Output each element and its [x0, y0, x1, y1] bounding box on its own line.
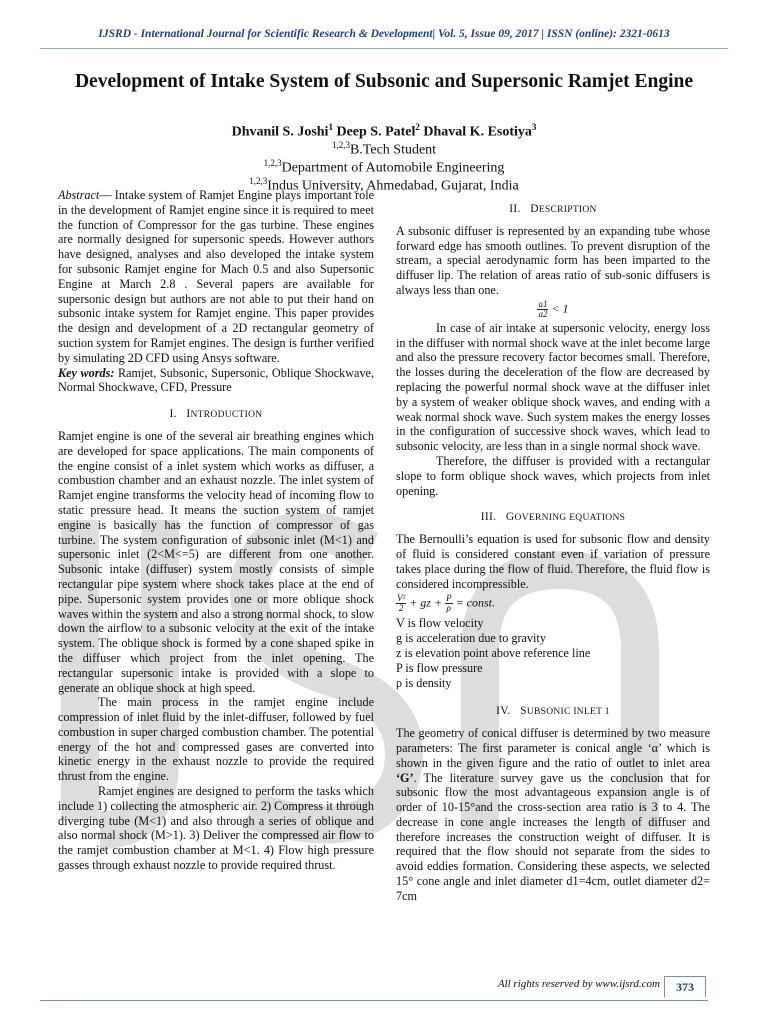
section-title-rest: ESCRIPTION [538, 205, 597, 215]
affiliation-text: Indus University, Ahmedabad, Gujarat, India [267, 178, 519, 194]
definition-line: P is flow pressure [396, 660, 483, 675]
definition-line: V is flow velocity [396, 616, 484, 631]
section-number: I. [169, 408, 177, 421]
section-heading-governing-equations [396, 510, 710, 526]
left-column [58, 188, 374, 873]
description-paragraph-1: A subsonic diffuser is represented by an expanding tube whose forward edge has smooth outlines. To prevent disruption of the stream, a special aerodynamic form has been imparted to the diffuser lip. The relation of areas ratio of sub-sonic diffusers is always less than one. [396, 223, 710, 297]
velocity-fraction [396, 594, 406, 613]
footer-divider [40, 1000, 708, 1001]
abstract-text: — Intake system of Ramjet Engine plays important role in the development of Ramjet engine since it is required to meet the function of Compressor for the gas turbine. These engines are normally designed for supersonic speeds. However authors have designed, analyses and also developed the intake system for subsonic Ramjet engine for Mach 0.5 and also Supersonic Engine at March 2.8 . Several papers are available for supersonic design but authors are not able to put their hand on subsonic intake system for Ramjet engine. This paper provides the design and development of a 2D rectangular geometry of suction system for Ramjet engines. The design is further verified by simulating 2D CFD using Ansys software. [58, 188, 374, 365]
intro-paragraph-3: Ramjet engines are designed to perform the tasks which include 1) collecting the atmospheric air. 2) Compress it through diverging tube (M<1) and also through a series of oblique and also normal shock (M>1). 3) Deliver the compressed air flow to the ramjet combustion chamber at M<1. 4) Flow high pressure gasses through exhaust nozzle to provide required thrust. [58, 784, 374, 873]
right-column [396, 188, 710, 904]
affiliation-text: B.Tech Student [349, 142, 437, 158]
affiliation-sup: 1,2,3 [249, 176, 268, 186]
description-paragraph-3: Therefore, the diffuser is provided with a rectangular slope to form oblique shock waves, which projects from inlet opening. [396, 453, 710, 498]
footer-rights-text: All rights reserved by [497, 978, 596, 990]
description-paragraph-2: In case of air intake at supersonic velocity, energy loss in the diffuser with normal shock wave at the inlet become large and also the pressure recovery factor becomes small. Therefore, the losses during the deceleration of the flow are decreased by replacing the powerful normal shock wave at the diffuser inlet by a system of weaker oblique shock waves, and ending with a weak normal shock wave. Such system makes the energy losses in the configuration of successive shock waves, which lead to subsonic velocity, are less than in a single normal shock wave. [396, 320, 710, 454]
intro-paragraph-1: Ramjet engine is one of the several air breathing engines which are developed for space applications. The main components of the engine consist of a inlet system which works as diffuser, a combustion chamber and an exhaust nozzle. The inlet system of Ramjet engine transforms the velocity head of incoming flow to static pressure head. It means the suction system of ramjet engine is basically has the function of compressor of gas turbine. The system configuration of subsonic inlet (M<1) and supersonic inlet (2<M<=5) are different from one another. Subsonic intake (diffuser) system mostly consists of simple rectangular pipe system where shock takes place at the end of pipe. Supersonic system provides one or more oblique shock waves within the system and also a strong normal shock, to slow down the airflow to a subsonic velocity at the exit of the intake system. The oblique shock is formed by a cone shaped spike in the diffuser which project from the inlet opening. The rectangular supersonic intake is provided with a slope to generate an oblique shock at high speed. [58, 428, 374, 695]
bernoulli-equation [396, 594, 710, 613]
abstract-paragraph [58, 188, 374, 366]
paper-title: Development of Intake System of Subsonic and Supersonic Ramjet Engine [74, 71, 694, 92]
equation-middle: + gz + [406, 595, 446, 610]
fraction-denominator: 2 [398, 603, 404, 614]
equation-rhs: = const. [452, 595, 496, 610]
author-sup: 3 [531, 122, 537, 132]
affiliation-sup: 1,2,3 [331, 140, 350, 150]
subsonic-text-a: The geometry of conical diffuser is determined by two measure parameters: The first parameter is conical angle ‘α’ which is shown in the given figure and the ratio of outlet to inlet area [396, 726, 710, 770]
fraction-numerator: a1 [538, 298, 548, 309]
fraction-numerator: V² [397, 593, 406, 604]
definition-line: ρ is density [396, 675, 452, 690]
equation-rhs: < 1 [551, 301, 569, 316]
definition-line: z is elevation point above reference line [396, 645, 591, 660]
section-heading-description [396, 202, 710, 218]
pressure-fraction [445, 594, 453, 613]
area-ratio-equation [396, 300, 710, 319]
keywords-text: Ramjet, Subsonic, Supersonic, Oblique Shockwave, Normal Shockwave, CFD, Pressure [58, 365, 375, 395]
author-sup: 2 [415, 122, 420, 132]
footer-url-link[interactable]: www.ijsrd.com [595, 978, 660, 990]
section-title-initial: G [505, 511, 515, 524]
intro-paragraph-2: The main process in the ramjet engine include compression of inlet fluid by the inlet-diffuser, followed by fuel combustion in super charged combustion chamber. The potential energy of the hot and compressed gases are converted into kinetic energy in the exhaust nozzle to provide the required thrust from the engine. [58, 695, 374, 784]
author-name: Deep S. Patel [336, 124, 416, 140]
fraction-numerator: P [446, 593, 452, 604]
author-name: Dhaval K. Esotiya [423, 124, 532, 140]
affiliation-sup: 1,2,3 [263, 158, 282, 168]
journal-header: IJSRD - International Journal for Scientific Research & Development| Vol. 5, Issue 09, 2017 | ISSN (online): 2321-0613 [40, 24, 728, 49]
subsonic-paragraph-1 [396, 726, 710, 904]
section-title-initial: D [530, 203, 539, 215]
fraction-denominator: ρ [446, 603, 451, 614]
definition-line: g is acceleration due to gravity [396, 631, 546, 646]
section-title-rest: NTRODUCTION [190, 410, 263, 421]
section-number: III. [480, 511, 497, 524]
section-title-initial: I [186, 408, 191, 421]
fraction-denominator: a2 [538, 308, 548, 319]
author-name: Dhvanil S. Joshi [231, 124, 329, 140]
abstract-label: Abstract [58, 188, 100, 202]
section-number: IV. [496, 705, 511, 718]
section-heading-subsonic-inlet [396, 704, 710, 720]
area-ratio-fraction [537, 300, 548, 319]
page-number: 373 [664, 976, 706, 997]
keywords-paragraph [58, 366, 374, 396]
section-heading-introduction [58, 407, 374, 423]
section-title-rest: OVERNING EQUATIONS [514, 513, 626, 524]
section-title-initial: S [520, 705, 527, 718]
section-number: II. [509, 203, 521, 215]
keywords-label: Key words: [58, 365, 115, 380]
subsonic-text-g: ‘G’ [396, 770, 414, 785]
author-sup: 1 [328, 122, 333, 132]
governing-paragraph-1: The Bernoulli’s equation is used for subsonic flow and density of fluid is considered constant even if variation of pressure takes place during the flow of fluid. Therefore, the fluid flow is considered incompressible. [396, 532, 710, 591]
section-title-rest: UBSONIC INLET 1 [526, 707, 610, 718]
subsonic-text-c: . The literature survey gave us the conclusion that for subsonic flow the most advantageous expansion angle is of order of 10-15°and the cross-section area ratio is 3 to 4. The decrease in cone angle increases the length of diffuser and therefore increases the construction weight of diffuser. It is required that the flow should not separate from the sides to avoid eddies formation. Considering these aspects, we selected 15° cone angle and inlet diameter d1=4cm, outlet diameter d2= 7cm [396, 770, 710, 903]
footer-rights [498, 978, 660, 990]
affiliation-text: Department of Automobile Engineering [281, 160, 505, 176]
